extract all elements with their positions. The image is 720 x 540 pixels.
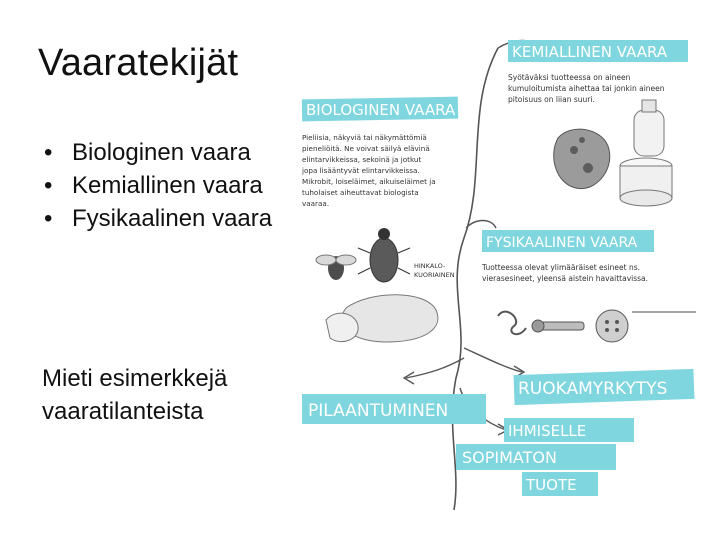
vine-branch-mid bbox=[466, 221, 496, 229]
text-biologinen-1: Pieliisia, näkyviä tai näkymättömiä bbox=[302, 133, 427, 142]
can-icon bbox=[620, 158, 672, 206]
text-biologinen-7: vaaraa. bbox=[302, 199, 330, 208]
text-biologinen-6: tuholaiset aiheuttavat biologista bbox=[302, 188, 419, 197]
label-biologinen: BIOLOGINEN VAARA bbox=[306, 101, 456, 119]
label-tuote: TUOTE bbox=[526, 476, 577, 494]
bullet-icon: • bbox=[44, 172, 53, 199]
fly-icon bbox=[316, 255, 356, 280]
discussion-prompt: Mieti esimerkkejä vaaratilanteista bbox=[42, 365, 228, 425]
moldy-bread-icon bbox=[554, 129, 610, 188]
wire-icon bbox=[498, 312, 526, 335]
text-biologinen-4: jopa lisääntyvät elintarvikkeissa. bbox=[302, 166, 420, 175]
cleaning-bottle-icon bbox=[634, 100, 664, 156]
text-kemiallinen-2: kumuloitumista aihettaa tai jonkin aineen bbox=[508, 84, 665, 93]
text-kemiallinen-1: Syötäväksi tuotteessa on aineen bbox=[508, 73, 631, 82]
beetle-icon bbox=[358, 228, 410, 282]
label-ruokamyrkytys: RUOKAMYRKYTYS bbox=[518, 379, 668, 399]
arrow-right bbox=[464, 348, 522, 372]
screw-icon bbox=[532, 320, 584, 332]
hazard-illustration bbox=[286, 28, 706, 510]
label-pilaantuminen: PILAANTUMINEN bbox=[308, 401, 449, 421]
text-biologinen-3: elintarvikkeissa, sekoinä ja jotkut bbox=[302, 155, 422, 164]
text-biologinen-5: Mikrobit, loiseläimet, aikuiseläimet ja bbox=[302, 177, 436, 186]
label-kovakuoriainen-1: HINKALO- bbox=[414, 262, 446, 270]
button-icon bbox=[596, 310, 628, 342]
text-fysikaalinen-2: vierasesineet, yleensä aistein havaittavissa. bbox=[482, 274, 649, 283]
bullet-icon: • bbox=[44, 205, 53, 232]
list-item: • Biologinen vaara bbox=[42, 136, 272, 169]
slide-title: Vaaratekijät bbox=[38, 42, 239, 84]
label-fysikaalinen: FYSIKAALINEN VAARA bbox=[486, 235, 638, 251]
arrow-left bbox=[406, 358, 464, 378]
list-item: • Kemiallinen vaara bbox=[42, 169, 272, 202]
text-kemiallinen-3: pitoisuus on liian suuri. bbox=[508, 95, 595, 104]
bullet-icon: • bbox=[44, 139, 53, 166]
text-fysikaalinen-1: Tuotteessa olevat ylimääräiset esineet ns. bbox=[482, 263, 641, 272]
text-biologinen-2: pieneliöitä. Ne voivat säilyä elävinä bbox=[302, 144, 430, 153]
label-ihmiselle: IHMISELLE bbox=[508, 422, 587, 440]
label-kovakuoriainen-2: KUORIAINEN bbox=[414, 271, 455, 279]
hazard-list bbox=[42, 136, 272, 235]
bread-icon bbox=[326, 295, 438, 342]
label-kemiallinen: KEMIALLINEN VAARA bbox=[512, 43, 668, 61]
label-sopimaton: SOPIMATON bbox=[462, 448, 557, 467]
list-item: • Fysikaalinen vaara bbox=[42, 202, 272, 235]
